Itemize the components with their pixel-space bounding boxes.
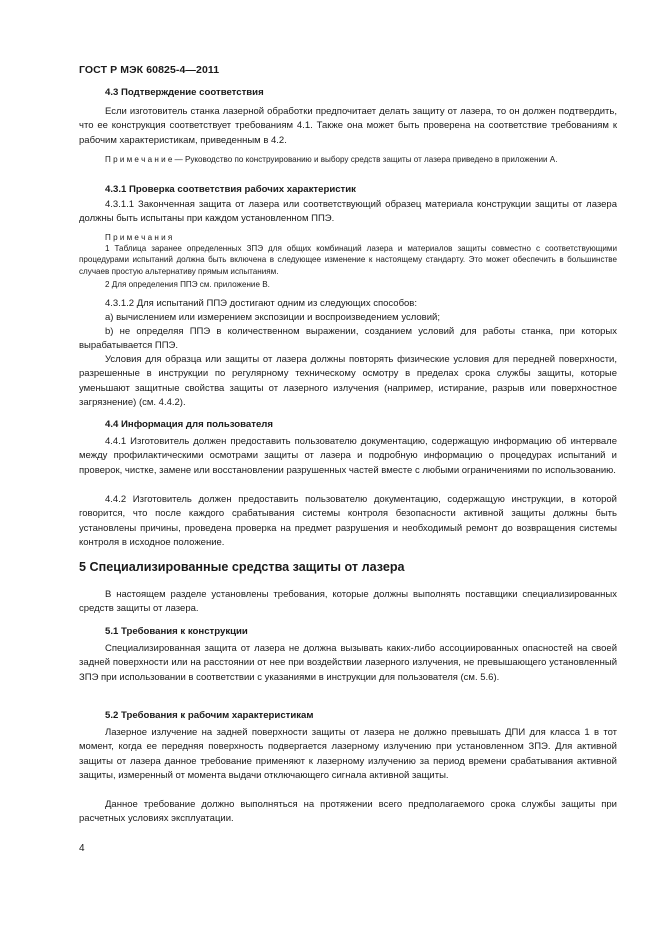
- section-4-3-1-1-paragraph: 4.3.1.1 Законченная защита от лазера или соответствующий образец материала конструкции защиты от лазера должны быть испытаны при каждом установленном ППЭ.: [79, 199, 617, 225]
- section-4-4-2-paragraph: 4.4.2 Изготовитель должен предоставить пользователю документацию, содержащую инструкции, в которой говорится, что после каждого срабатывания системы контроля безопасности активной защиты должны быть установлены причины, проведена проверка на предмет разрушения и необходимый ремонт до возвращения системы контроля в исходное положение.: [79, 494, 617, 549]
- document-header: ГОСТ Р МЭК 60825-4—2011: [79, 64, 220, 76]
- section-5-paragraph: В настоящем разделе установлены требования, которые должны выполнять поставщики специализированных средств защиты от лазера.: [79, 589, 617, 615]
- section-4-3-paragraph: Если изготовитель станка лазерной обработки предпочитает делать защиту от лазера, то он должен подтвердить, что ее конструкция соответствует требованиям 4.1. Также она может быть проверена на соответствие требованиям к рабочим характеристикам, приведенным в 4.2.: [79, 106, 617, 146]
- section-4-3-1-2-paragraph: 4.3.1.2 Для испытаний ППЭ достигают одним из следующих способов:: [105, 298, 417, 309]
- section-5-title: 5 Специализированные средства защиты от лазера: [79, 560, 405, 574]
- note-text: — Руководство по конструированию и выбору средств защиты от лазера приведено в приложении А.: [172, 155, 558, 164]
- section-5-1-paragraph: Специализированная защита от лазера не должна вызывать каких-либо ассоциированных опасностей на своей задней поверхности или на расстоянии от нее при воздействии лазерного излучения, не превышающего установленный ЗПЭ при использовании в соответствии с указаниями в инструкции для пользователя (см. 5.6).: [79, 643, 617, 683]
- section-4-3-title: 4.3 Подтверждение соответствия: [105, 87, 264, 98]
- section-4-3-1-note-2: 2 Для определения ППЭ см. приложение В.: [105, 280, 270, 289]
- section-4-4-title: 4.4 Информация для пользователя: [105, 419, 273, 430]
- note-label: П р и м е ч а н и е: [105, 155, 173, 164]
- section-4-3-1-conditions-paragraph: Условия для образца или защиты от лазера должны повторять физические условия для передней поверхности, разрешенные в инструкции по регулярному техническому осмотру в пределах срока службы защиты, которые уменьшают защитные свойства защиты от лазерного излучения (например, истирание, разрыв или поверхностное загрязнение) (см. 4.4.2).: [79, 354, 617, 409]
- page-number: 4: [79, 843, 85, 854]
- section-5-1-title: 5.1 Требования к конструкции: [105, 626, 248, 637]
- list-item-a: а) вычислением или измерением экспозиции и воспроизведением условий;: [105, 312, 440, 323]
- section-4-3-note: [79, 154, 617, 165]
- section-5-2-title: 5.2 Требования к рабочим характеристикам: [105, 710, 314, 721]
- section-5-2-paragraph-1: Лазерное излучение на задней поверхности защиты от лазера не должно превышать ДПИ для класса 1 в тот момент, когда ее передняя поверхность подвергается лазерному излучению при установленном ЗПЭ. Для активной защиты от лазера данное требование применяют к лазерному излучению за период времени срабатывания активной защиты, измеренный от момента выдачи отключающего сигнала активной защиты.: [79, 727, 617, 782]
- section-4-3-1-title: 4.3.1 Проверка соответствия рабочих характеристик: [105, 184, 356, 195]
- section-5-2-paragraph-2: Данное требование должно выполняться на протяжении всего предполагаемого срока службы защиты при расчетных условиях эксплуатации.: [79, 799, 617, 825]
- section-4-3-1-notes-label: П р и м е ч а н и я: [105, 233, 173, 242]
- section-4-4-1-paragraph: 4.4.1 Изготовитель должен предоставить пользователю документацию, содержащую информацию об интервале между профилактическими осмотрами защиты от лазера и подробную информацию о процедурах испытаний и проверок, чистке, замене или восстановлении разрушенных частей вместе с любыми ограничениями по использованию.: [79, 436, 617, 476]
- section-4-3-1-note-1: 1 Таблица заранее определенных ЗПЭ для общих комбинаций лазера и материалов защиты совместно с соответствующими процедурами испытаний должна быть включена в следующее изменение к настоящему стандарту. Это может обеспечить в большинстве случаев простую альтернативу прямым испытаниям.: [79, 244, 617, 276]
- list-item-b: b) не определяя ППЭ в количественном выражении, созданием условий для работы станка, при которых вырабатывается ППЭ.: [79, 326, 617, 352]
